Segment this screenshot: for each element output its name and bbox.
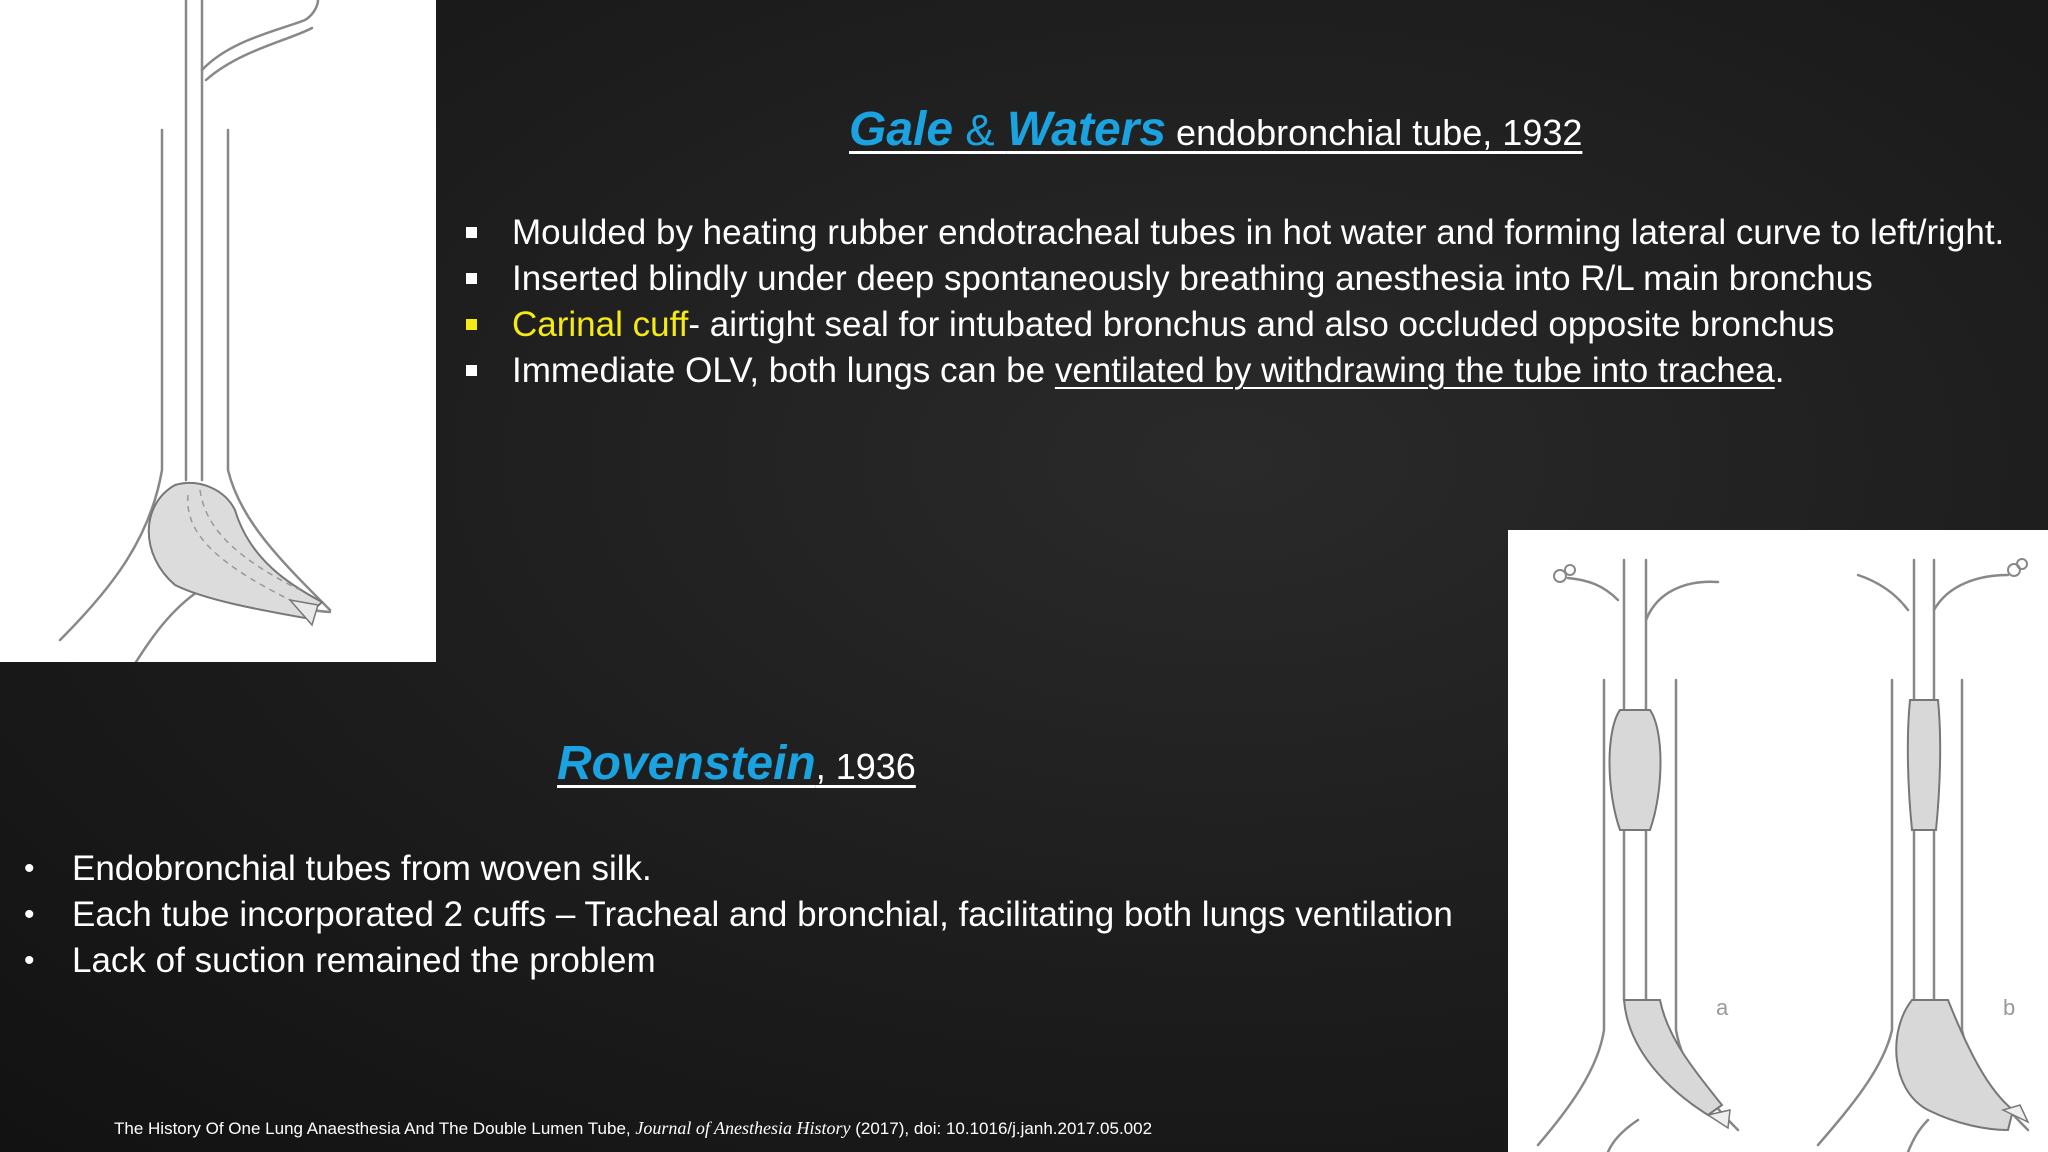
figure-label-a: a: [1716, 995, 1729, 1020]
underlined-text: ventilated by withdrawing the tube into trachea: [1054, 351, 1775, 390]
tube-drawing-right: [1508, 530, 2048, 1152]
citation-title: The History Of One Lung Anaesthesia And The Double Lumen Tube,: [114, 1119, 636, 1138]
bullet-dot-icon: •: [24, 944, 35, 977]
citation-journal: Journal of Anesthesia History: [635, 1118, 851, 1138]
section-title-gale-waters: [849, 102, 1582, 157]
bullet-dot-icon: •: [24, 898, 35, 931]
list-item: [22, 892, 1508, 938]
rovenstein-bullet-list: [22, 846, 1508, 984]
list-item: [464, 256, 2024, 302]
bullet-text: Lack of suction remained the problem: [72, 941, 656, 980]
square-bullet-icon: [466, 365, 477, 376]
figure-label-b: b: [2003, 995, 2016, 1020]
bullet-text: Each tube incorporated 2 cuffs – Tracheal and bronchial, facilitating both lungs ventilation: [72, 895, 1453, 934]
bullet-dot-icon: •: [24, 852, 35, 885]
bullet-text: Immediate OLV, both lungs can be: [512, 351, 1055, 390]
title-name-gale: Gale: [849, 103, 954, 156]
square-bullet-icon: [466, 319, 477, 330]
title-name-rovenstein: Rovenstein: [557, 737, 816, 790]
bullet-text: Moulded by heating rubber endotracheal tubes in hot water and forming lateral curve to left/right.: [512, 213, 2005, 252]
square-bullet-icon: [466, 227, 477, 238]
list-item: [464, 210, 2024, 256]
bullet-text: Endobronchial tubes from woven silk.: [72, 849, 652, 888]
citation-doi: (2017), doi: 10.1016/j.janh.2017.05.002: [850, 1119, 1153, 1138]
title-year: , 1936: [815, 746, 916, 787]
highlight-carinal-cuff: Carinal cuff: [512, 305, 689, 344]
bullet-text-end: .: [1774, 351, 1785, 390]
list-item: [464, 302, 2024, 348]
citation: [114, 1118, 1152, 1139]
tube-drawing-left: [0, 0, 436, 662]
section-title-rovenstein: [557, 736, 916, 791]
bullet-text: Inserted blindly under deep spontaneously breathing anesthesia into R/L main bronchus: [512, 259, 1873, 298]
title-name-waters: Waters: [1006, 103, 1167, 156]
endobronchial-tube-illustration: [0, 0, 436, 662]
title-ampersand: &: [953, 106, 1007, 155]
list-item: [22, 938, 1508, 984]
bullet-text: - airtight seal for intubated bronchus and also occluded opposite bronchus: [688, 305, 1835, 344]
gale-waters-bullet-list: [464, 210, 2024, 394]
square-bullet-icon: [466, 273, 477, 284]
list-item: [464, 348, 2024, 394]
rovenstein-tubes-illustration: [1508, 530, 2048, 1152]
title-subtitle: endobronchial tube, 1932: [1166, 112, 1583, 153]
list-item: [22, 846, 1508, 892]
